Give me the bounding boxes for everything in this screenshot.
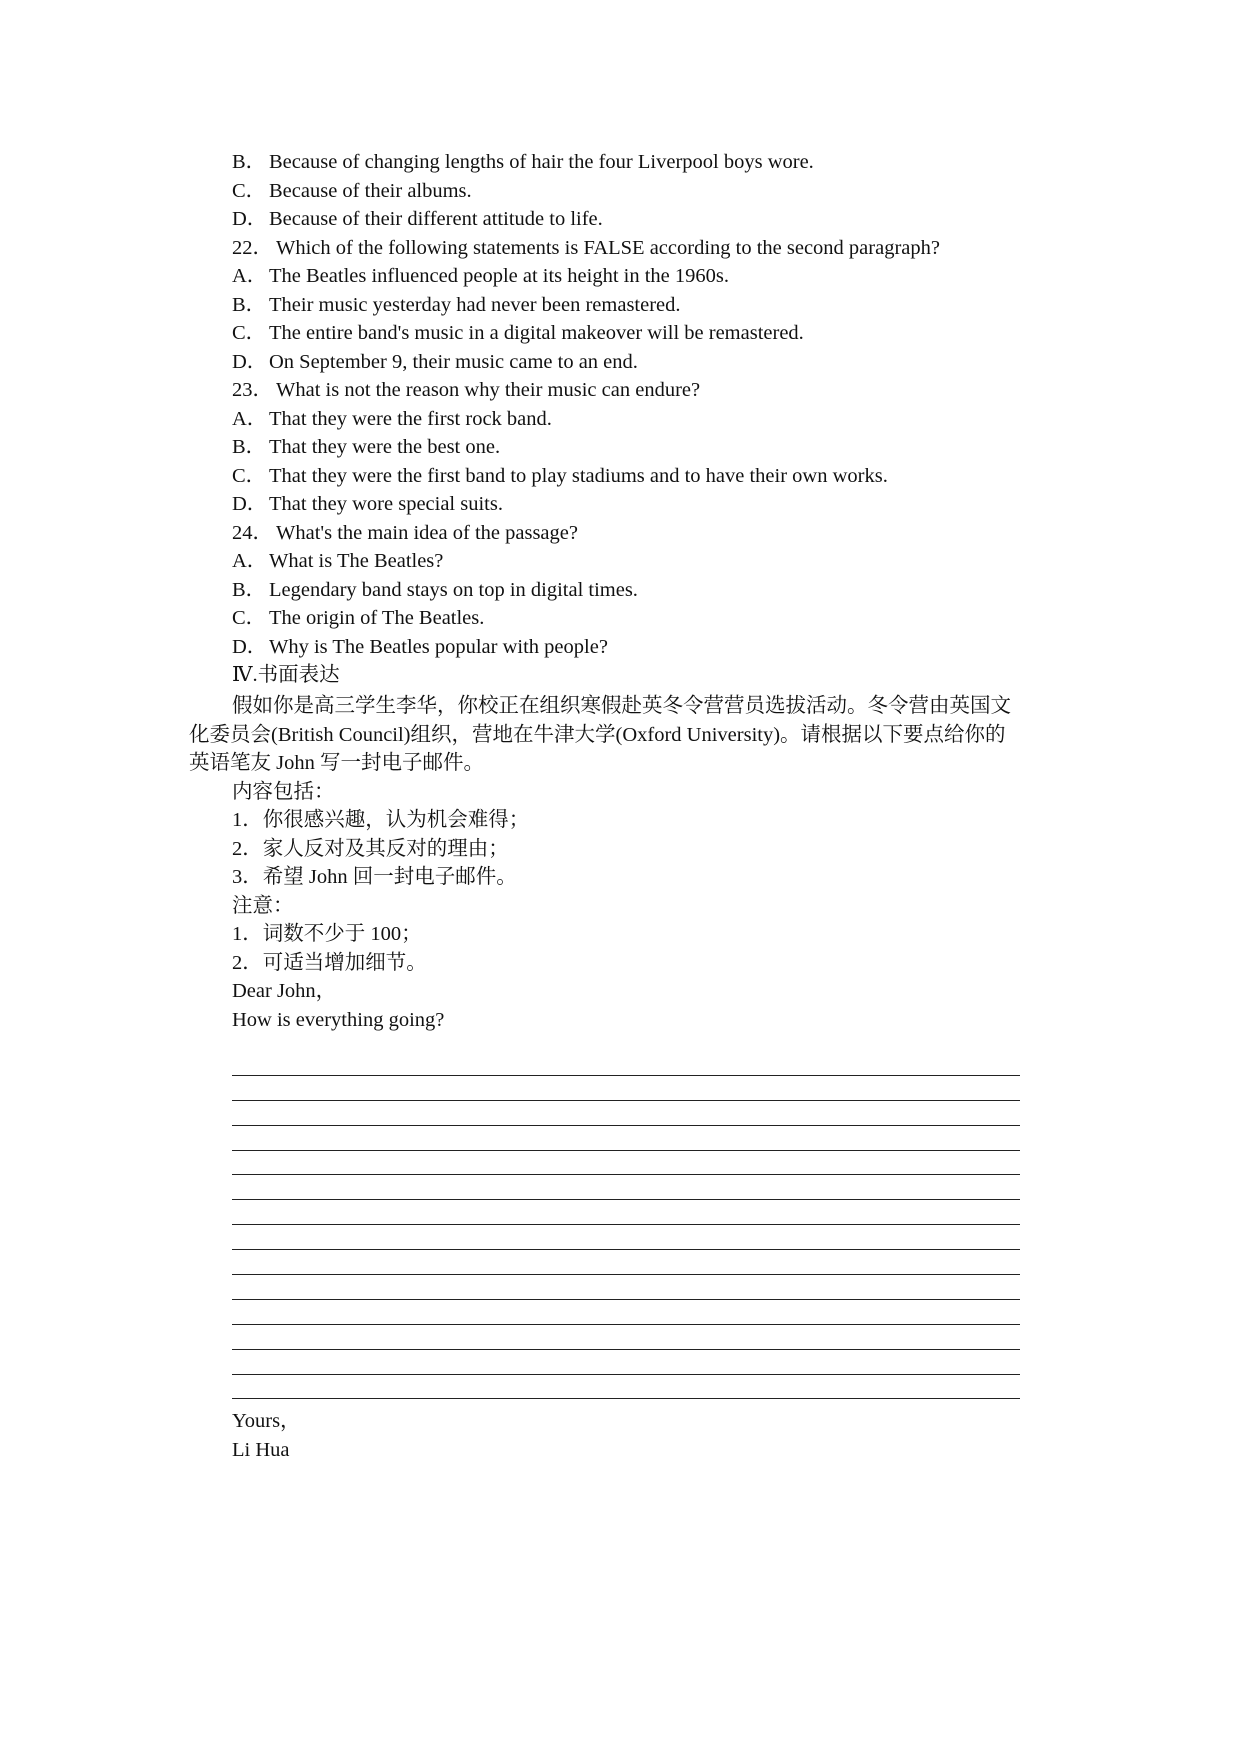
q23-option-a: A．That they were the first rock band. xyxy=(232,407,552,430)
q24-option-c: C． The origin of The Beatles. xyxy=(232,607,485,629)
prompt-line-1: 假如你是高三学生李华，你校正在组织寒假赴英冬令营营员选拔活动。冬令营由英国文 xyxy=(232,695,1011,717)
q22-option-b: B． Their music yesterday had never been remastered. xyxy=(232,293,681,316)
content-item-1: 1．你很感兴趣，认为机会难得； xyxy=(232,809,530,831)
answer-line xyxy=(232,1350,1020,1375)
answer-line xyxy=(232,1076,1020,1101)
notes-heading: 注意： xyxy=(232,894,294,917)
notes-item-1: 1．词数不少于 100； xyxy=(232,923,422,945)
q22-option-a: A．The Beatles influenced people at its height in the 1960s. xyxy=(232,265,729,287)
q21-option-b: B． Because of changing lengths of hair the four Liverpool boys wore. xyxy=(232,151,814,173)
q24-option-a: A．What is The Beatles? xyxy=(232,550,444,572)
letter-closing xyxy=(232,1407,301,1464)
answer-line xyxy=(232,1225,1020,1250)
letter-opening: How is everything going? xyxy=(232,1008,445,1031)
notes-item-2: 2．可适当增加细节。 xyxy=(232,951,427,974)
q23-option-b: B． That they were the best one. xyxy=(232,436,501,458)
content-heading: 内容包括： xyxy=(232,780,335,803)
prompt-line-3: 英语笔友 John 写一封电子邮件。 xyxy=(189,752,484,774)
q24-option-d: D．Why is The Beatles popular with people? xyxy=(232,635,608,658)
writing-prompt xyxy=(189,692,1059,1034)
letter-greeting: Dear John， xyxy=(232,980,337,1002)
answer-line xyxy=(232,1375,1020,1400)
q22-option-d: D．On September 9, their music came to an end. xyxy=(232,350,638,373)
content-item-3: 3．希望 John 回一封电子邮件。 xyxy=(232,866,517,888)
answer-line xyxy=(232,1151,1020,1176)
q22-stem: 22． Which of the following statements is FALSE according to the second paragraph? xyxy=(232,236,940,259)
q23-option-c: C． That they were the first band to play stadiums and to have their own works. xyxy=(232,464,888,487)
answer-line xyxy=(232,1300,1020,1325)
closing-word: Yours， xyxy=(232,1410,301,1432)
answer-line xyxy=(232,1250,1020,1275)
answer-line xyxy=(232,1325,1020,1350)
q23-option-d: D．That they wore special suits. xyxy=(232,493,503,515)
answer-line xyxy=(232,1275,1020,1300)
q23-stem: 23． What is not the reason why their music can endure? xyxy=(232,379,701,401)
q24-option-b: B． Legendary band stays on top in digital times. xyxy=(232,578,638,601)
answer-line xyxy=(232,1126,1020,1151)
answer-line xyxy=(232,1175,1020,1200)
reading-questions xyxy=(232,148,1032,690)
writing-section-heading: Ⅳ.书面表达 xyxy=(232,664,340,686)
q21-option-c: C． Because of their albums. xyxy=(232,179,472,202)
q24-stem: 24． What's the main idea of the passage? xyxy=(232,521,578,544)
q21-option-d: D．Because of their different attitude to life. xyxy=(232,208,603,230)
q22-option-c: C． The entire band's music in a digital makeover will be remastered. xyxy=(232,322,804,344)
answer-line xyxy=(232,1101,1020,1126)
prompt-line-2: 化委员会(British Council)组织，营地在牛津大学(Oxford University)。请根据以下要点给你的 xyxy=(189,723,1006,746)
answer-lines xyxy=(232,1051,1020,1399)
answer-line xyxy=(232,1051,1020,1076)
signature: Li Hua xyxy=(232,1438,290,1461)
content-item-2: 2．家人反对及其反对的理由； xyxy=(232,837,509,860)
answer-line xyxy=(232,1200,1020,1225)
